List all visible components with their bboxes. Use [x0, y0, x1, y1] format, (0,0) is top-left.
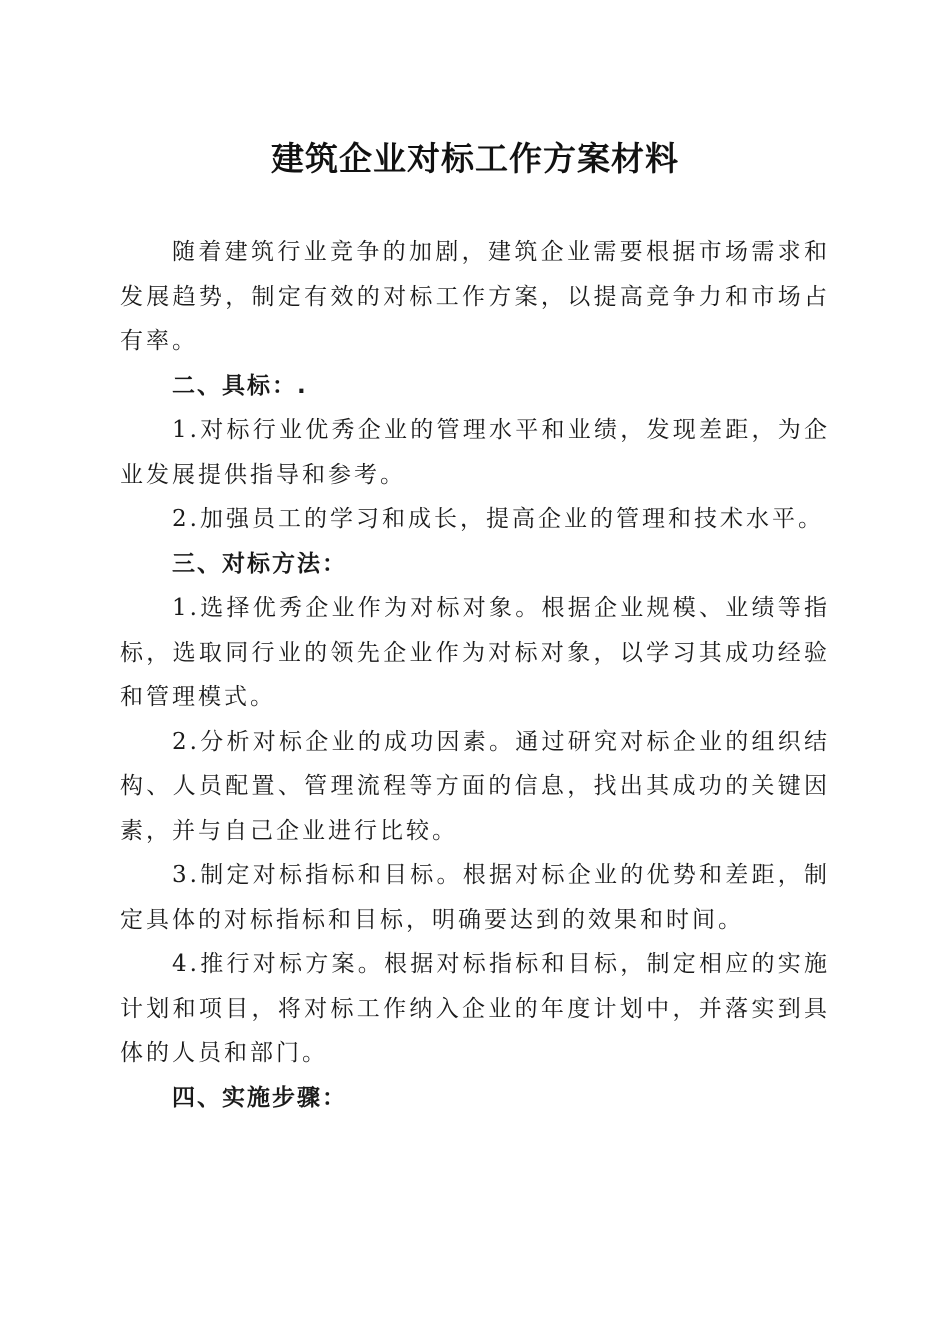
method-item-4: 4.推行对标方案。根据对标指标和目标，制定相应的实施计划和项目，将对标工作纳入企业的年度计划中，并落实到具体的人员和部门。 [120, 951, 830, 1066]
document-title: 建筑企业对标工作方案材料 [271, 139, 679, 178]
method-item-3: 3.制定对标指标和目标。根据对标企业的优势和差距，制定具体的对标指标和目标，明确要达到的效果和时间。 [120, 862, 830, 933]
goal-item-2: 2.加强员工的学习和成长，提高企业的管理和技术水平。 [172, 506, 824, 532]
method-item-2: 2.分析对标企业的成功因素。通过研究对标企业的组织结构、人员配置、管理流程等方面的信息，找出其成功的关键因素，并与自己企业进行比较。 [120, 728, 830, 844]
section-heading-goals: 二、具标：. [172, 372, 308, 399]
method-item-1: 1.选择优秀企业作为对标对象。根据企业规模、业绩等指标，选取同行业的领先企业作为对标对象，以学习其成功经验和管理模式。 [120, 595, 830, 710]
document-body [120, 230, 830, 1120]
section-heading-steps: 四、实施步骤： [172, 1084, 347, 1111]
intro-paragraph: 随着建筑行业竞争的加剧，建筑企业需要根据市场需求和发展趋势，制定有效的对标工作方案，以提高竞争力和市场占有率。 [120, 239, 830, 354]
section-heading-methods: 三、对标方法： [172, 550, 347, 577]
goal-item-1: 1.对标行业优秀企业的管理水平和业绩，发现差距，为企业发展提供指导和参考。 [120, 417, 830, 488]
